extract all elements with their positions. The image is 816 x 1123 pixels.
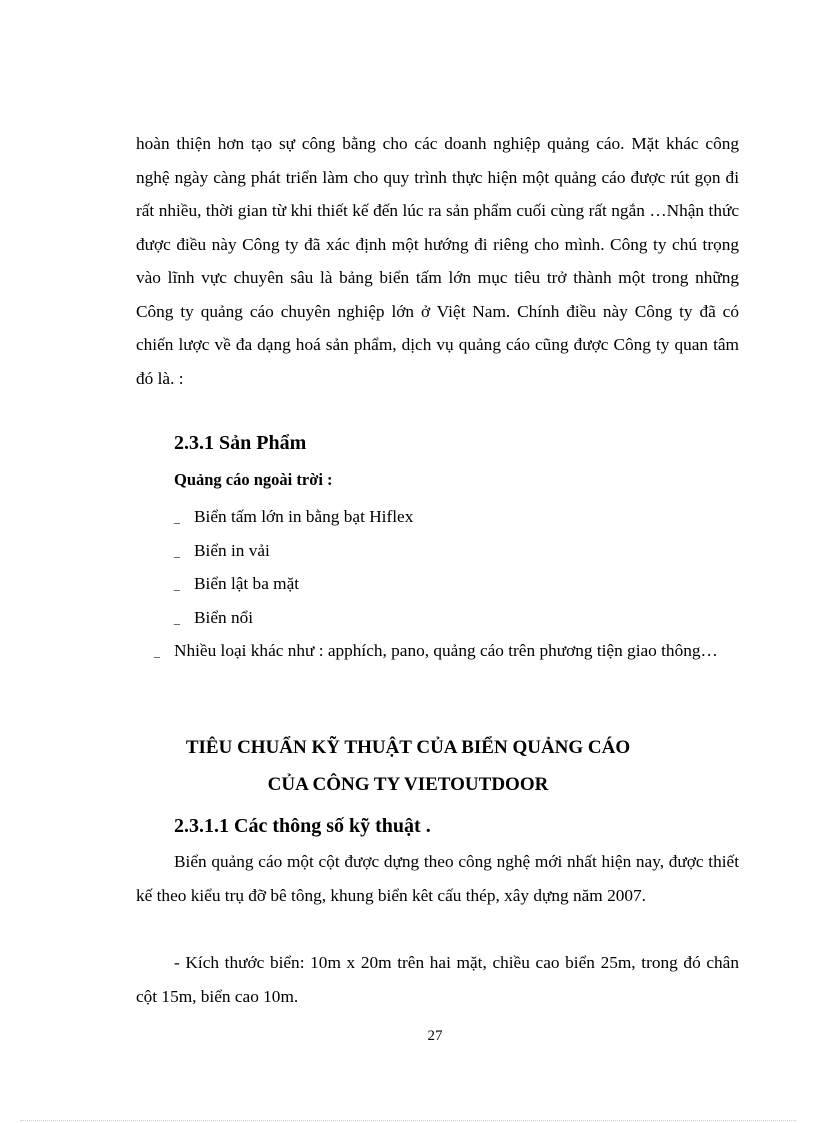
list-item: _ Biển in vải	[174, 534, 739, 568]
list-item: _ Biển tấm lớn in bằng bạt Hiflex	[174, 500, 739, 534]
outdoor-ads-label: Quảng cáo ngoài trời :	[174, 470, 333, 489]
page-number: 27	[427, 1028, 443, 1044]
subsection-heading: 2.3.1.1 Các thông số kỹ thuật .	[174, 815, 431, 837]
bullet-marker: _	[174, 578, 180, 592]
list-item: _ Biển lật ba mặt	[174, 567, 739, 601]
section-heading: 2.3.1 Sản Phẩm	[174, 432, 307, 454]
intro-paragraph: hoàn thiện hơn tạo sự công bằng cho các doanh nghiệp quảng cáo. Mặt khác công nghệ ngày càng phát triển làm cho quy trình thực hiện một quảng cáo được rút gọn đi rất nhiều, thời gian từ khi thiết kế đến lúc ra sản phẩm cuối cùng rất ngắn …Nhận thức được điều này Công ty đã xác định một hướng đi riêng cho mình. Công ty chú trọng vào lĩnh vực chuyên sâu là bảng biển tấm lớn mục tiêu trở thành một trong những Công ty quảng cáo chuyên nghiệp lớn ở Việt Nam. Chính điều này Công ty đã có chiến lược về đa dạng hoá sản phẩm, dịch vụ quảng cáo cũng được Công ty quan tâm đó là. :	[136, 134, 739, 388]
document-title-line-2: CỦA CÔNG TY VIETOUTDOOR	[267, 774, 549, 795]
spec-paragraph: Biển quảng cáo một cột được dựng theo công nghệ mới nhất hiện nay, được thiết kế theo kiểu trụ đỡ bê tông, khung biển kêt cấu thép, xây dựng năm 2007.	[136, 852, 739, 905]
page-bottom-divider	[20, 1120, 796, 1121]
document-title-line-1: TIÊU CHUẨN KỸ THUẬT CỦA BIỂN QUẢNG CÁO	[185, 737, 631, 758]
bullet-marker: _	[174, 511, 180, 525]
bullet-marker: _	[174, 611, 180, 626]
size-paragraph: - Kích thước biển: 10m x 20m trên hai mặt, chiều cao biển 25m, trong đó chân cột 15m, biển cao 10m.	[136, 953, 739, 1006]
list-item: _ Nhiều loại khác như : apphích, pano, quảng cáo trên phương tiện giao thông…	[154, 641, 718, 660]
bullet-marker: _	[174, 544, 180, 559]
product-list	[154, 500, 739, 668]
list-item: _ Biển nổi	[174, 601, 739, 635]
